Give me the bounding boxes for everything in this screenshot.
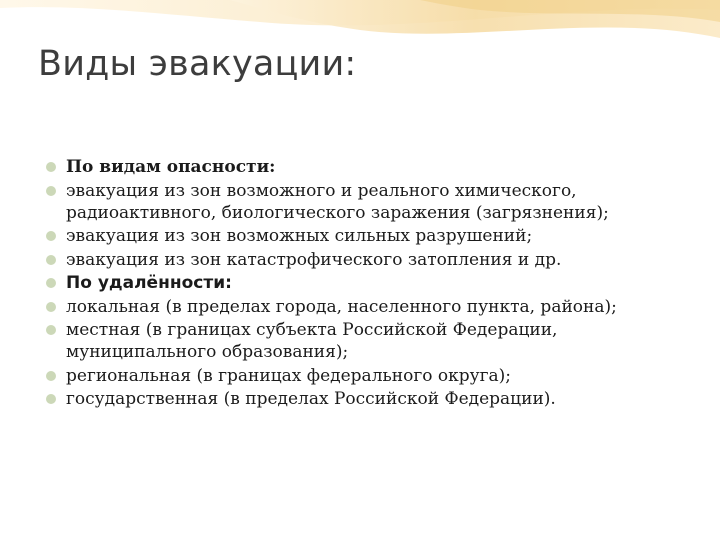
list-item: эвакуация из зон возможных сильных разрушений; [44, 225, 704, 247]
bullet-dot-icon [46, 186, 56, 196]
list-item: По видам опасности: [44, 156, 704, 178]
list-item: эвакуация из зон возможного и реального химического, радиоактивного, биологического заражения (загрязнения); [44, 180, 704, 224]
bullet-dot-icon [46, 278, 56, 288]
bullet-dot-icon [46, 255, 56, 265]
list-item: По удалённости: [44, 272, 704, 294]
bullet-dot-icon [46, 162, 56, 172]
list-item: региональная (в границах федерального округа); [44, 365, 704, 387]
bullet-dot-icon [46, 231, 56, 241]
list-item: государственная (в пределах Российской Федерации). [44, 388, 704, 410]
list-item: локальная (в пределах города, населенного пункта, района); [44, 296, 704, 318]
bullet-dot-icon [46, 325, 56, 335]
bullet-dot-icon [46, 394, 56, 404]
list-item: местная (в границах субъекта Российской Федерации, муниципального образования); [44, 319, 704, 363]
slide-title: Виды эвакуации: [38, 44, 357, 84]
bullet-dot-icon [46, 371, 56, 381]
list-item: эвакуация из зон катастрофического затопления и др. [44, 249, 704, 271]
evacuation-types-list [44, 156, 704, 412]
bullet-dot-icon [46, 302, 56, 312]
